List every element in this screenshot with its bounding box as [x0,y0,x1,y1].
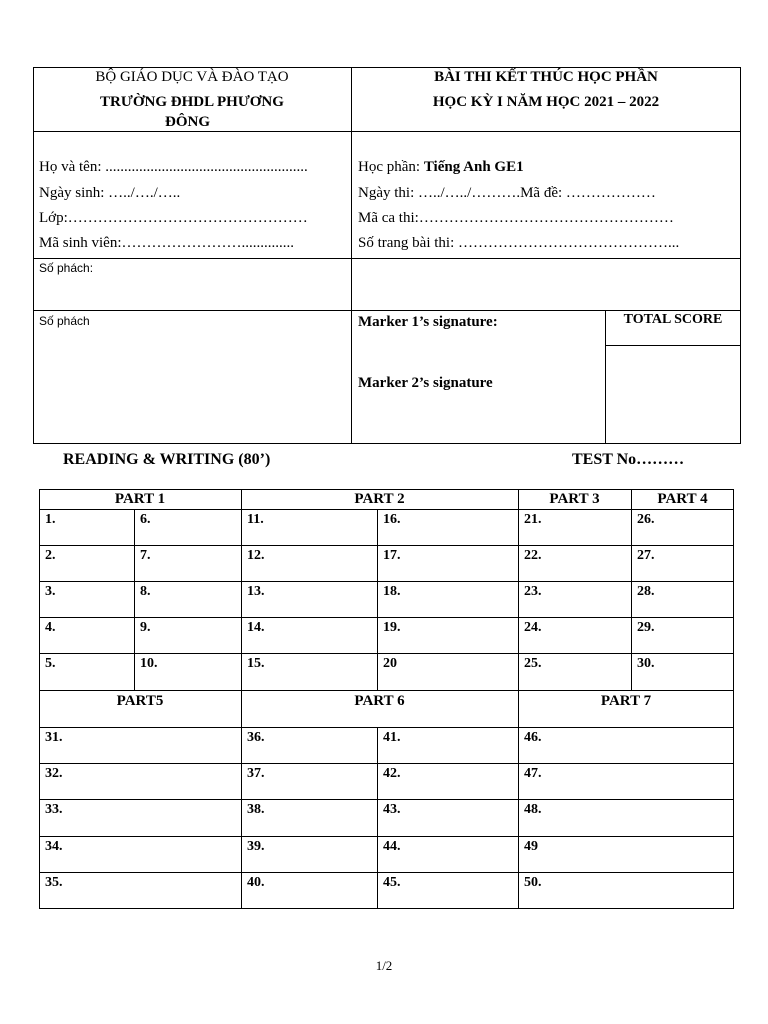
course-field [358,158,524,176]
exam-title: BÀI THI KẾT THÚC HỌC PHẦN [434,69,658,85]
total-score-label: TOTAL SCORE [623,312,723,327]
answer-cell[interactable]: 18. [383,584,401,599]
section-title: READING & WRITING (80’) [63,451,271,468]
answer-cell[interactable]: 15. [247,656,265,671]
answer-cell[interactable]: 36. [247,730,265,745]
answer-cell[interactable]: 29. [637,620,655,635]
answer-cell[interactable]: 45. [383,875,401,890]
answer-cell[interactable]: 32. [45,766,63,781]
marker1-signature: Marker 1’s signature: [358,314,498,330]
answer-cell[interactable]: 44. [383,839,401,854]
answer-cell[interactable]: 13. [247,584,265,599]
part-header-7: PART 7 [600,693,652,709]
answer-cell[interactable]: 40. [247,875,265,890]
student-id-field[interactable]: Mã sinh viên:…………………….............. [39,235,294,251]
answer-cell[interactable]: 16. [383,512,401,527]
answer-cell[interactable]: 31. [45,730,63,745]
answer-cell[interactable]: 49 [524,839,538,854]
answer-cell[interactable]: 30. [637,656,655,671]
answer-cell[interactable]: 1. [45,512,56,527]
answer-cell[interactable]: 12. [247,548,265,563]
answer-cell[interactable]: 22. [524,548,542,563]
answer-cell[interactable]: 9. [140,620,151,635]
answer-cell[interactable]: 8. [140,584,151,599]
answer-cell[interactable]: 28. [637,584,655,599]
so-phach-label-2: Số phách [39,314,90,328]
answer-cell[interactable]: 17. [383,548,401,563]
part-header-4: PART 4 [657,491,708,507]
header-divider [351,67,352,444]
exam-session-field[interactable]: Mã ca thi:…………………………………………… [358,210,674,226]
answer-cell[interactable]: 42. [383,766,401,781]
marker2-signature: Marker 2’s signature [358,375,493,391]
answer-cell[interactable]: 27. [637,548,655,563]
student-class-field[interactable]: Lớp:………………………………………… [39,210,308,226]
test-number: TEST No……… [572,451,685,468]
school-name-line1: TRƯỜNG ĐHDL PHƯƠNG [100,94,284,110]
answer-cell[interactable]: 47. [524,766,542,781]
answer-cell[interactable]: 4. [45,620,56,635]
answer-cell[interactable]: 24. [524,620,542,635]
page-number: 1/2 [375,958,393,973]
answer-cell[interactable]: 23. [524,584,542,599]
answer-cell[interactable]: 34. [45,839,63,854]
course-label: Học phần: [358,159,424,175]
answer-cell[interactable]: 19. [383,620,401,635]
course-value: Tiếng Anh GE1 [423,159,524,175]
exam-pages-field[interactable]: Số trang bài thi: ……………………………………... [358,235,680,251]
answer-cell[interactable]: 20 [383,656,397,671]
part-header-5: PART5 [116,693,164,709]
exam-date-field[interactable]: Ngày thi: …../…../……….Mã đề: ……………… [358,185,656,201]
answer-cell[interactable]: 50. [524,875,542,890]
answer-cell[interactable]: 5. [45,656,56,671]
part-header-6: PART 6 [354,693,405,709]
answer-cell[interactable]: 6. [140,512,151,527]
answer-cell[interactable]: 39. [247,839,265,854]
answer-cell[interactable]: 14. [247,620,265,635]
part-header-2: PART 2 [354,491,405,507]
answer-cell[interactable]: 38. [247,802,265,817]
part-header-1: PART 1 [114,491,166,507]
answer-cell[interactable]: 43. [383,802,401,817]
exam-term: HỌC KỲ I NĂM HỌC 2021 – 2022 [432,94,660,110]
answer-cell[interactable]: 11. [247,512,264,527]
answer-cell[interactable]: 26. [637,512,655,527]
answer-cell[interactable]: 3. [45,584,56,599]
answer-cell[interactable]: 10. [140,656,158,671]
answer-cell[interactable]: 2. [45,548,56,563]
answer-cell[interactable]: 21. [524,512,542,527]
answer-cell[interactable]: 48. [524,802,542,817]
student-name-field[interactable]: Họ và tên: ...................................................... [39,159,308,175]
ministry-name: BỘ GIÁO DỤC VÀ ĐÀO TẠO [95,69,289,85]
answer-cell[interactable]: 41. [383,730,401,745]
student-dob-field[interactable]: Ngày sinh: …../…./….. [39,185,181,201]
answer-cell[interactable]: 7. [140,548,151,563]
answer-cell[interactable]: 33. [45,802,63,817]
answer-cell[interactable]: 46. [524,730,542,745]
part-header-3: PART 3 [549,491,600,507]
answer-cell[interactable]: 35. [45,875,63,890]
answer-cell[interactable]: 37. [247,766,265,781]
total-score-box [605,310,741,444]
answer-cell[interactable]: 25. [524,656,542,671]
so-phach-label-1: Số phách: [39,261,94,275]
school-name-line2: ĐÔNG [165,114,210,130]
